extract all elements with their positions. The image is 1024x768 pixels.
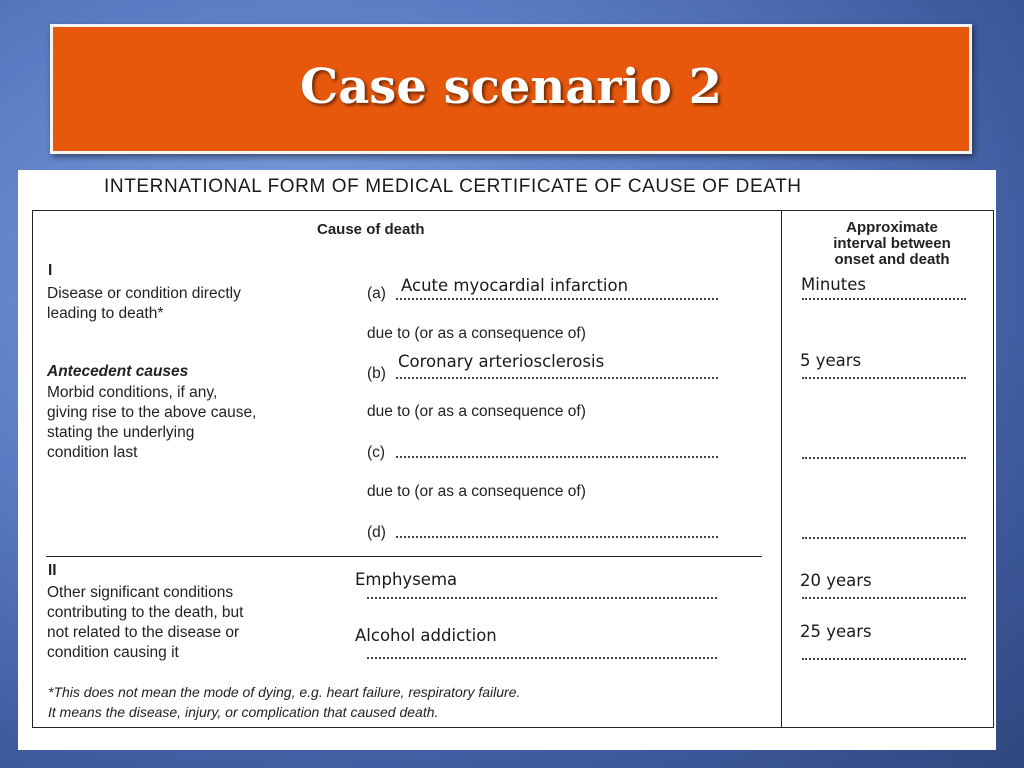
footnote-line-2: It means the disease, injury, or complication that caused death.: [48, 704, 439, 720]
line-label-c: (c): [367, 444, 386, 461]
line-label-b: (b): [367, 365, 386, 382]
part-two-numeral: II: [48, 562, 57, 579]
due-to-label-2: due to (or as a consequence of): [367, 403, 586, 420]
part-two-line-1-dots: [367, 597, 717, 599]
part-two-interval-2: 25 years: [800, 622, 872, 641]
interval-c-dotted-line: [802, 457, 966, 459]
due-to-label-3: due to (or as a consequence of): [367, 483, 586, 500]
part-two-condition-1: Emphysema: [355, 570, 458, 589]
interval-b-entry: 5 years: [800, 351, 862, 370]
antecedent-causes-title: Antecedent causes: [47, 363, 189, 380]
interval-b-dotted-line: [802, 377, 966, 379]
slide-title-banner: [50, 24, 972, 154]
cause-a-dotted-line: [396, 298, 718, 300]
part-divider: [46, 556, 762, 557]
column-divider: [781, 210, 782, 728]
interval-a-entry: Minutes: [801, 275, 866, 294]
antecedent-causes-description: Morbid conditions, if any, giving rise to the above cause, stating the underlying condition last: [47, 384, 257, 461]
line-label-d: (d): [367, 524, 386, 541]
interval-a-dotted-line: [802, 298, 966, 300]
part-two-condition-2: Alcohol addiction: [355, 626, 497, 645]
cause-a-entry: Acute myocardial infarction: [401, 276, 629, 295]
part-two-label: Other significant conditions contributing to the death, but not related to the disease or condition causing it: [47, 584, 244, 661]
cause-of-death-header: Cause of death: [317, 221, 425, 238]
cause-b-entry: Coronary arteriosclerosis: [398, 352, 605, 371]
part-two-interval-1: 20 years: [800, 571, 872, 590]
part-one-numeral: I: [48, 262, 53, 279]
cause-b-dotted-line: [396, 377, 718, 379]
part-one-label: Disease or condition directly leading to death*: [47, 285, 241, 322]
due-to-label-1: due to (or as a consequence of): [367, 325, 586, 342]
part-two-interval-1-dots: [802, 597, 966, 599]
footnote-line-1: *This does not mean the mode of dying, e.g. heart failure, respiratory failure.: [48, 684, 521, 700]
part-two-interval-2-dots: [802, 658, 966, 660]
slide-title: Case scenario 2: [299, 59, 722, 115]
certificate-heading: INTERNATIONAL FORM OF MEDICAL CERTIFICATE OF CAUSE OF DEATH: [104, 176, 802, 197]
part-two-line-2-dots: [367, 657, 717, 659]
certificate-document: [18, 170, 996, 750]
cause-c-dotted-line: [396, 456, 718, 458]
line-label-a: (a): [367, 285, 386, 302]
interval-d-dotted-line: [802, 537, 966, 539]
interval-header: Approximate interval between onset and death: [833, 219, 951, 268]
cause-d-dotted-line: [396, 536, 718, 538]
